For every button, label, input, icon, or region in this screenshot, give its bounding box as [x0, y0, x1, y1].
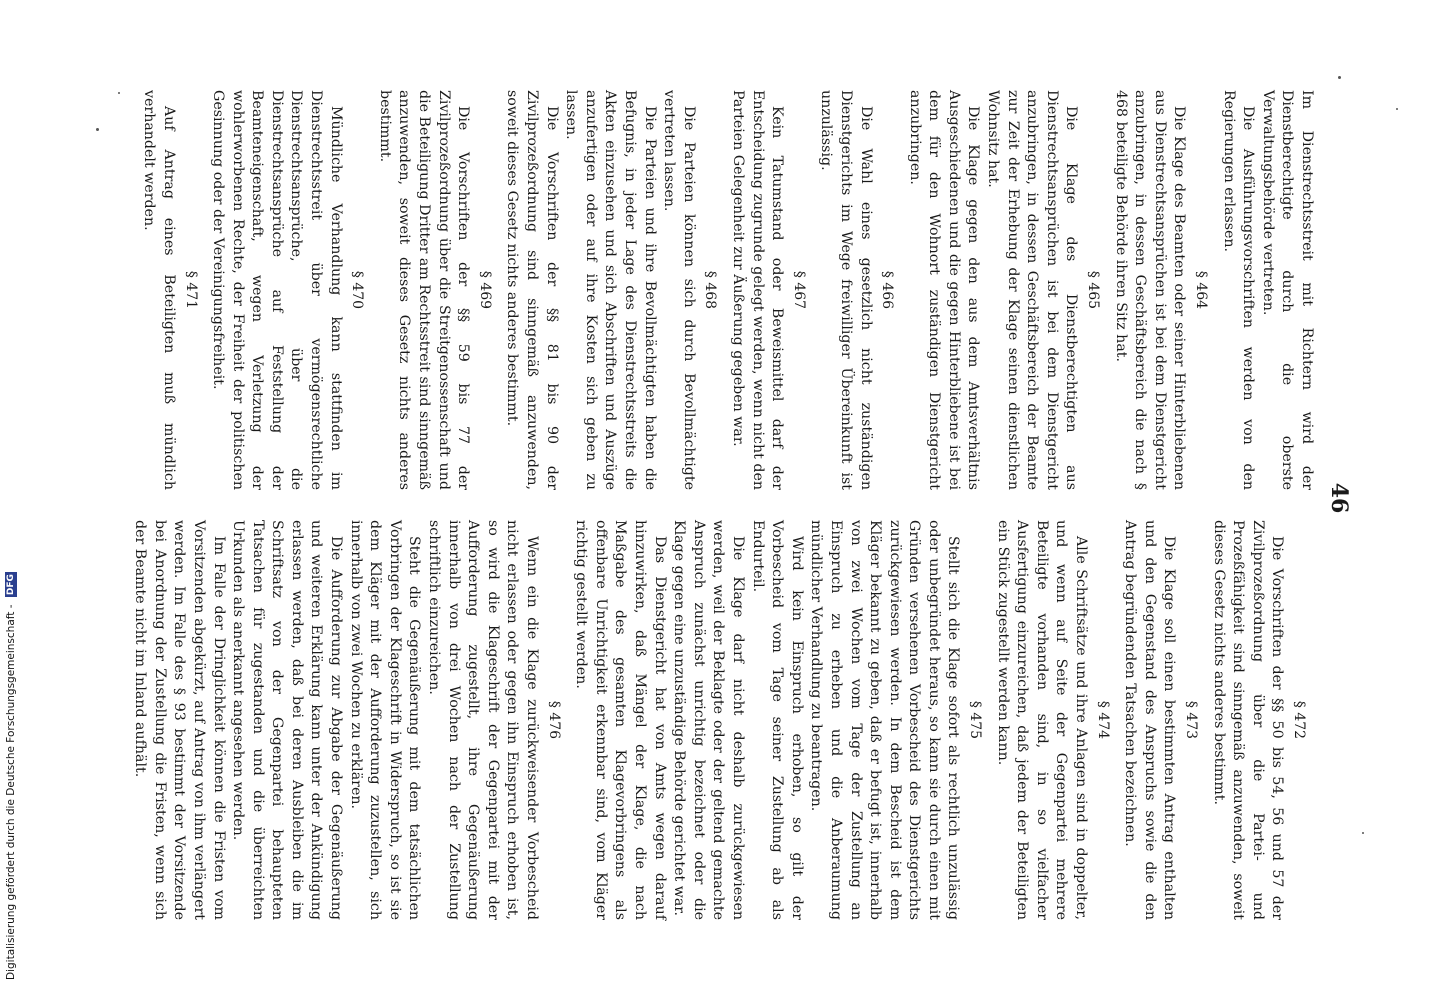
scan-speck: [96, 128, 99, 131]
paragraph: Steht die Gegenäußerung mit dem tatsächlichen Vorbringen der Klageschrift in Widerspruch, so ist sie dem Kläger mit der Aufforderung zuzustellen, sich innerhalb von zwei Wochen zu erklären.: [347, 520, 423, 920]
paragraph: Die Parteien und ihre Bevollmächtigten haben die Befugnis, in jeder Lage des Dienstrechtsstreits die Akten einzusehen und sich Abschriften und Auszüge anzufertigen oder auf ihre Kosten sich geben zu lassen.: [563, 90, 658, 490]
section-heading: § 467: [790, 270, 807, 310]
section-heading: § 470: [349, 270, 366, 310]
section-heading: § 473: [1183, 700, 1200, 740]
scan-speck: [1396, 108, 1398, 110]
paragraph: Wenn ein die Klage zurückweisender Vorbescheid nicht erlassen oder gegen ihn Einspruch erhoben ist, so wird die Klageschrift der Gegenpartei mit der Aufforderung zugestellt, ihre Gegenäußerung innerhalb von drei Wochen nach der Zustellung schriftlich einzureichen.: [426, 520, 541, 920]
paragraph: Die Klage des Beamten oder seiner Hinterbliebenen aus Dienstrechtsansprüchen ist bei dem Dienstgericht anzubringen, in dessen Geschäftsbereich die nach § 468 beteiligte Behörde ihren Sitz hat.: [1112, 90, 1188, 490]
paragraph: Die Klage des Dienstberechtigten aus Dienstrechtsansprüchen ist bei dem Dienstgericht anzubringen, in dessen Geschäftsbereich der Beamte zur Zeit der Erhebung der Klage seinen dienstlichen Wohnsitz hat.: [985, 90, 1080, 490]
page-number: 46: [1326, 482, 1352, 514]
section-heading: § 469: [476, 270, 493, 310]
paragraph: Kein Tatumstand oder Beweismittel darf der Entscheidung zugrunde gelegt werden, wenn nicht den Parteien Gelegenheit zur Äußerung gegeben war.: [729, 90, 786, 490]
paragraph: Stellt sich die Klage sofort als rechtlich unzulässig oder unbegründet heraus, so kann sie durch einen mit Gründen versehenen Vorbescheid des Dienstgerichts zurückgewiesen werden. In dem Bescheid ist dem Kläger bekannt zu geben, daß er befugt ist, innerhalb von zwei Wochen vom Tage der Zustellung an Einspruch zu erheben und die Anberaumung mündlicher Verhandlung zu beantragen.: [808, 520, 962, 920]
paragraph: Die Vorschriften der §§ 81 bis 90 der Zivilprozeßordnung sind sinngemäß anzuwenden, soweit dieses Gesetz nichts anderes bestimmt.: [504, 90, 560, 490]
right-column: [130, 520, 1316, 920]
scan-speck: [1362, 832, 1364, 834]
paragraph: Die Klage gegen den aus dem Amtsverhältnis Ausgeschiedenen und die gegen Hinterbliebene ist bei dem für den Wohnort zuständigen Dienstgericht anzubringen.: [906, 90, 982, 490]
paragraph: Die Wahl eines gesetzlich nicht zuständigen Dienstgerichts im Wege freiwilliger Übereinkunft ist unzulässig.: [818, 90, 874, 490]
section-heading: § 465: [1085, 270, 1102, 310]
paragraph: Die Parteien können sich durch Bevollmächtigte vertreten lassen.: [661, 90, 697, 490]
paragraph: Die Klage soll einen bestimmten Antrag enthalten und den Gegenstand des Anspruchs sowie die den Antrag begründenden Tatsachen bezeichnen.: [1122, 520, 1178, 920]
scan-speck: [1338, 76, 1341, 79]
dfg-logo-icon: DFG: [6, 574, 16, 596]
paragraph: Die Klage darf nicht deshalb zurückgewiesen werden, weil der Beklagte oder der geltend gemachte Anspruch zunächst unrichtig bezeichnet oder die Klage gegen eine unzuständige Behörde gerichtet war.: [671, 520, 746, 920]
left-column: [139, 90, 1316, 490]
section-heading: § 476: [545, 700, 562, 740]
section-heading: § 474: [1094, 700, 1111, 740]
section-heading: § 464: [1193, 270, 1210, 310]
paragraph: Die Aufforderung zur Abgabe der Gegenäußerung und weiteren Erklärung kann unter der Ankündigung erlassen werden, daß bei deren Ausbleiben die im Schriftsatz von der Gegenpartei behaupteten Tatsachen für zugestanden und die überreichten Urkunden als anerkannt angesehen werden.: [230, 520, 345, 920]
paragraph: Mündliche Verhandlung kann stattfinden im Dienstrechtsstreit über vermögensrechtliche Dienstrechtsansprüche, über die Dienstrechtsansprüche auf Feststellung der Beamteneigenschaft, wegen Verletzung der wohlerworbenen Rechte, der Freiheit der politischen Gesinnung oder der Vereinigungsfreiheit.: [210, 90, 344, 490]
paragraph: Wird kein Einspruch erhoben, so gilt der Vorbescheid vom Tage seiner Zustellung ab als Endurteil.: [749, 520, 805, 920]
section-heading: § 472: [1291, 700, 1307, 740]
scan-speck: [118, 92, 120, 94]
paragraph: Im Falle der Dringlichkeit können die Fristen vom Vorsitzenden abgekürzt, auf Antrag von ihm verlängert werden. Im Falle des § 93 bestimmt der Vorsitzende bei Anordnung der Zustellung die Fristen, wenn sich der Beamte nicht im Inland aufhält.: [132, 520, 227, 920]
paragraph: Die Ausführungsvorschriften werden von den Regierungen erlassen.: [1220, 90, 1257, 490]
paragraph: Alle Schriftsätze und ihre Anlagen sind in doppelter, und wenn auf Seite der Gegenpartei mehrere Beteiligte vorhanden sind, in so vielfacher Ausfertigung einzureichen, daß jedem der Beteiligten ein Stück zugestellt werden kann.: [994, 520, 1090, 920]
paragraph: Im Dienstrechtsstreit mit Richtern wird der Dienstberechtigte durch die oberste Verwaltungsbehörde vertreten.: [1259, 90, 1315, 490]
section-heading: § 471: [182, 270, 199, 310]
paragraph: Das Dienstgericht hat von Amts wegen darauf hinzuwirken, daß Mängel der Klage, die nach Maßgabe des gesamten Klagevorbringens als offenbare Unrichtigkeit erkennbar sind, vom Kläger richtig gestellt werden.: [573, 520, 668, 920]
section-heading: § 475: [967, 700, 984, 740]
paragraph: Die Vorschriften der §§ 59 bis 77 der Zivilprozeßordnung über die Streitgenossenschaft und die Beteiligung Dritter am Rechtsstreit sind sinngemäß anzuwenden, soweit dieses Gesetz nichts anderes bestimmt.: [376, 90, 472, 490]
paragraph: Die Vorschriften der §§ 50 bis 54, 56 und 57 der Zivilprozeßordnung über die Partei- und Prozeßfähigkeit sind sinngemäß anzuwenden, soweit dieses Gesetz nichts anderes bestimmt.: [1210, 520, 1286, 920]
section-heading: § 466: [879, 270, 896, 310]
section-heading: § 468: [702, 270, 719, 310]
credit-text: Digitalisierung gefördert durch die Deutsche Forschungsgemeinschaft -: [5, 604, 17, 980]
paragraph: Auf Antrag eines Beteiligten muß mündlich verhandelt werden.: [141, 90, 177, 490]
